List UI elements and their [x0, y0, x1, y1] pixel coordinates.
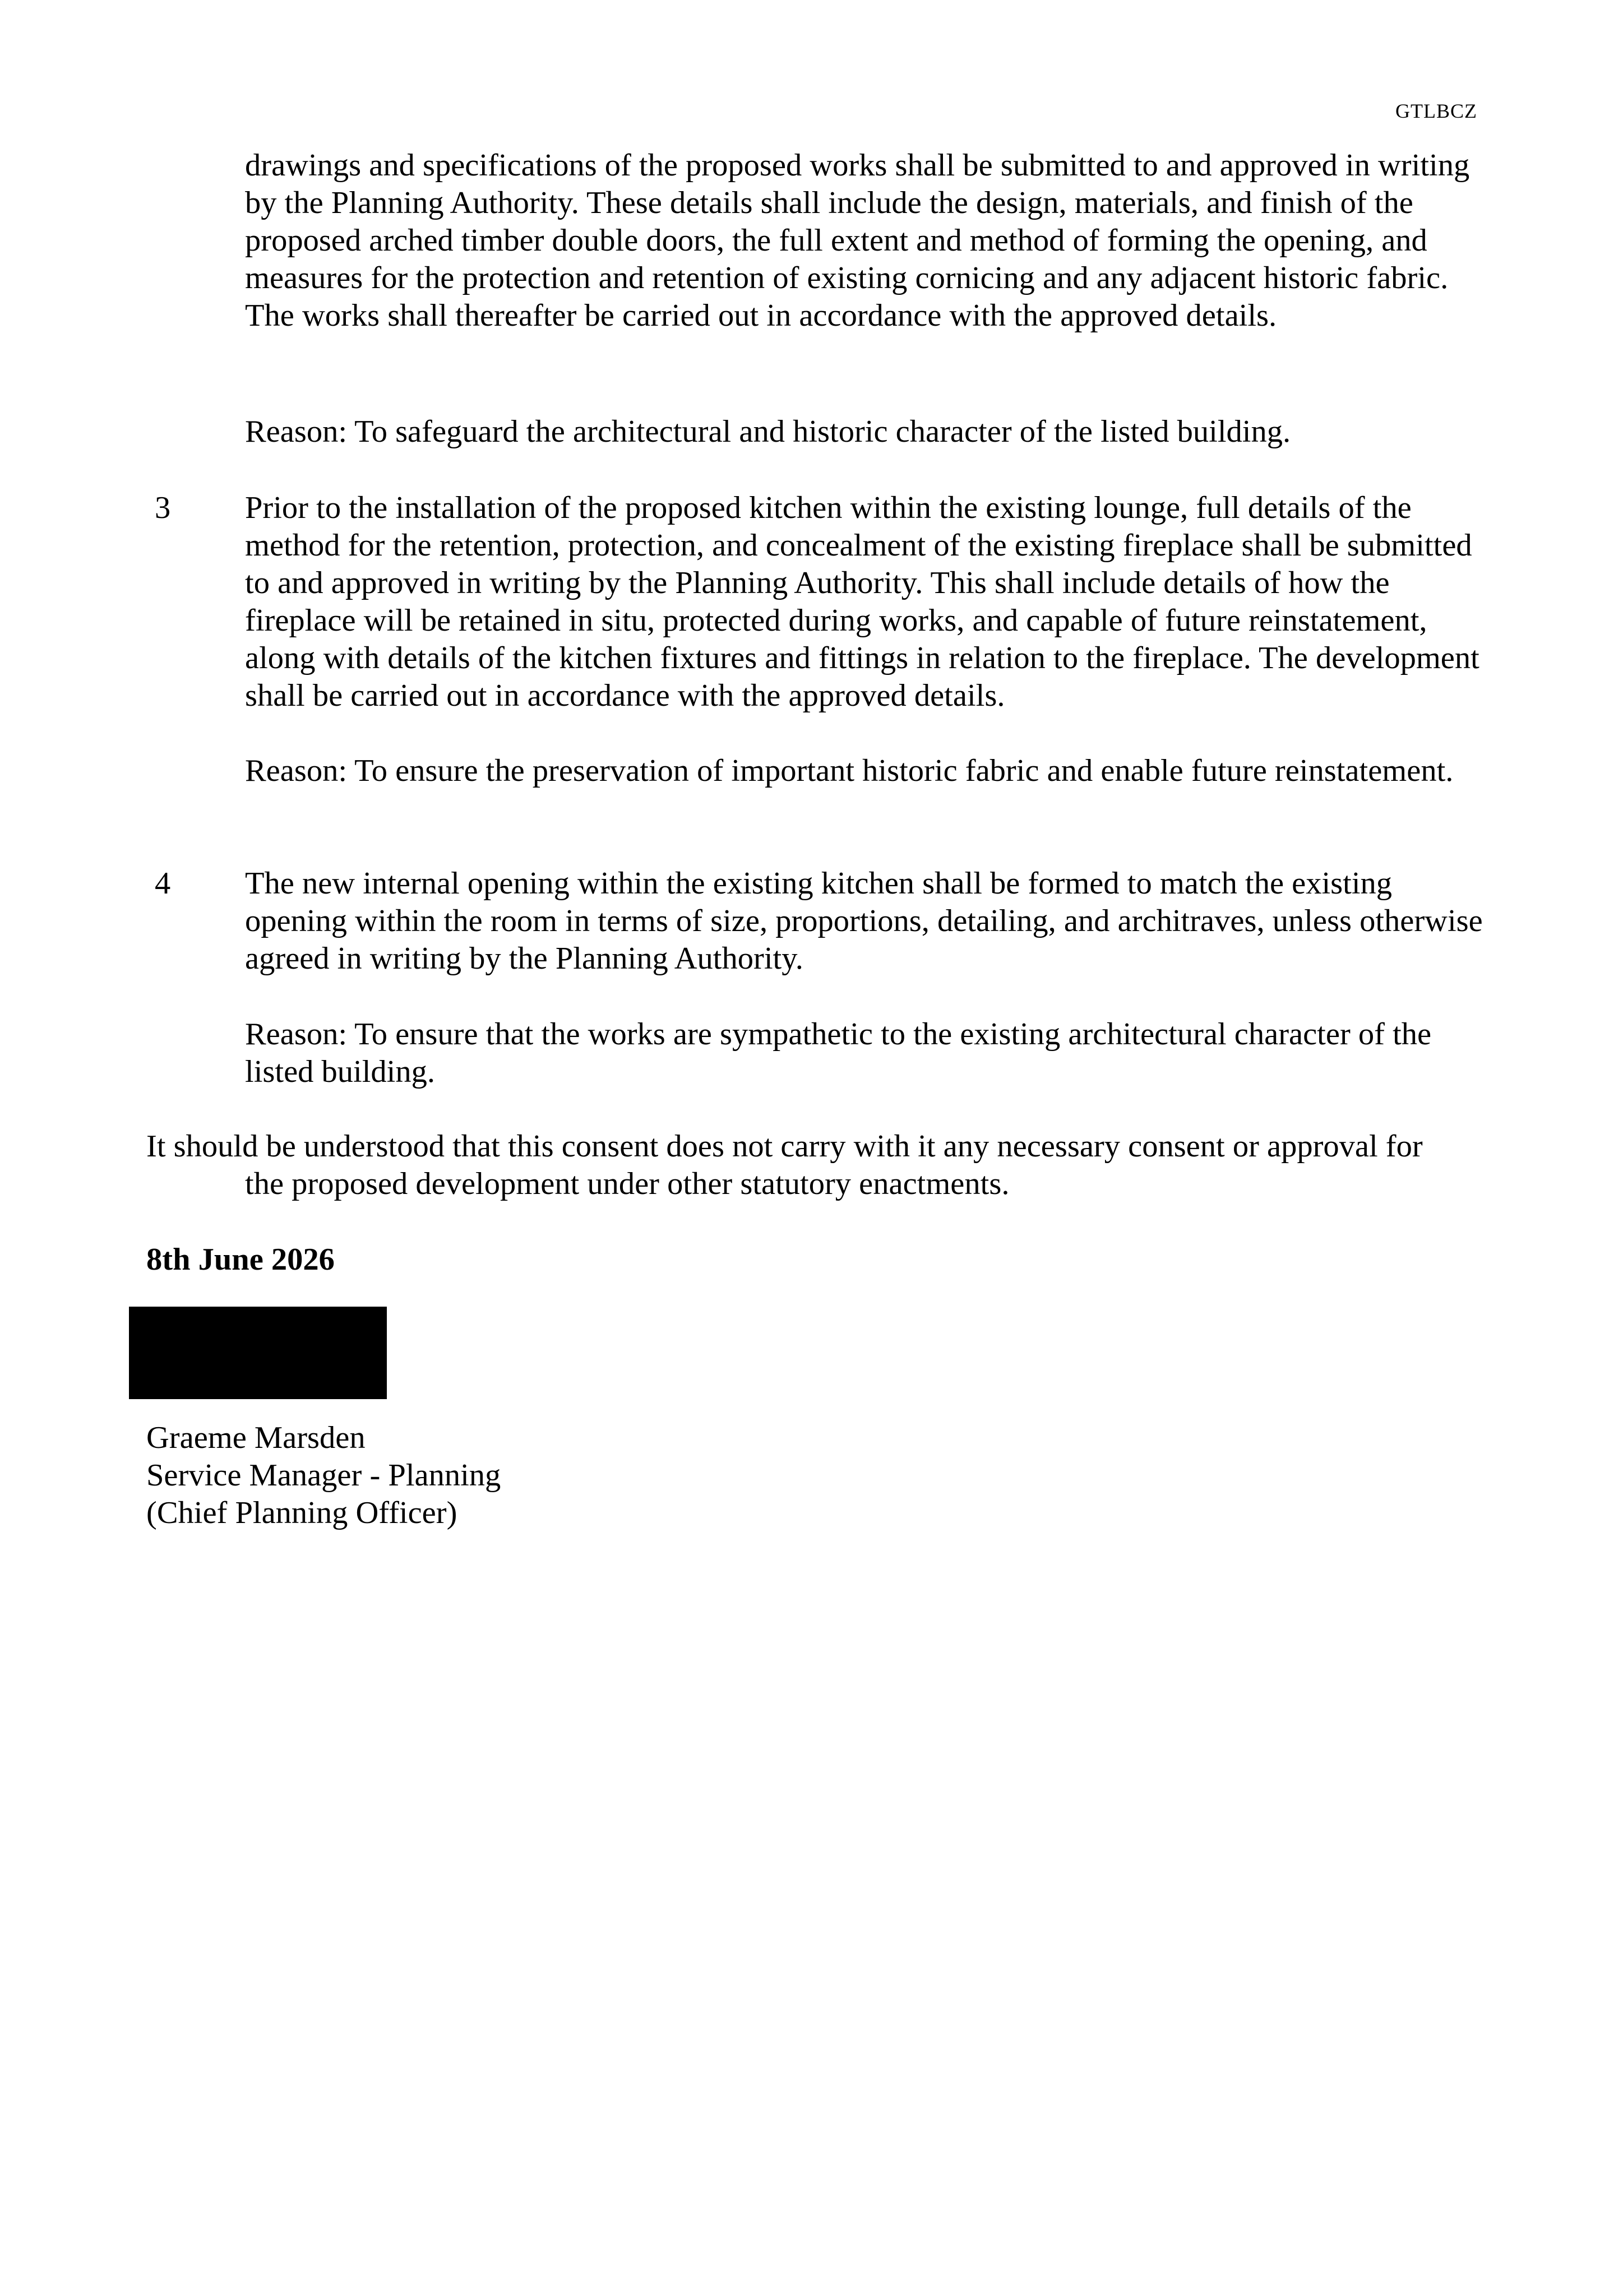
condition-4-text: The new internal opening within the existing kitchen shall be formed to match the existing opening within the room in terms of size, proportions, detailing, and architraves, unless otherwise agreed in writing by the Planning Authority. — [245, 866, 1483, 976]
signatory-title: Service Manager - Planning — [146, 1458, 501, 1493]
disclaimer-line-1: It should be understood that this consent does not carry with it any necessary consent or approval for — [146, 1129, 1423, 1164]
condition-4-reason: Reason: To ensure that the works are sympathetic to the existing architectural character of the listed building. — [245, 1017, 1432, 1089]
condition-2-continuation — [245, 147, 1487, 335]
condition-2-reason: Reason: To safeguard the architectural and historic character of the listed building. — [245, 414, 1291, 449]
disclaimer-line-2: the proposed development under other statutory enactments. — [245, 1166, 1010, 1201]
decision-date: 8th June 2026 — [146, 1242, 335, 1277]
condition-3-number: 3 — [155, 490, 171, 525]
condition-4-number: 4 — [155, 866, 171, 901]
redacted-signature — [129, 1307, 387, 1399]
document-reference: GTLBCZ — [1395, 100, 1477, 122]
condition-2-text: drawings and specifications of the proposed works shall be submitted to and approved in writing by the Planning Authority. These details shall include the design, materials, and finish of the proposed arched timber double doors, the full extent and method of forming the opening, and measures for the protection and retention of existing cornicing and any adjacent historic fabric. The works shall thereafter be carried out in accordance with the approved details. — [245, 148, 1470, 333]
signatory-block — [146, 1419, 819, 1532]
signatory-name: Graeme Marsden — [146, 1420, 366, 1455]
signatory-role: (Chief Planning Officer) — [146, 1496, 457, 1530]
condition-3-text: Prior to the installation of the proposed kitchen within the existing lounge, full details of the method for the retention, protection, and concealment of the existing fireplace shall be submitted to and approved in writing by the Planning Authority. This shall include details of how the fireplace will be retained in situ, protected during works, and capable of future reinstatement, along with details of the kitchen fixtures and fittings in relation to the fireplace. The development shall be carried out in accordance with the approved details. — [245, 490, 1479, 713]
condition-3-reason: Reason: To ensure the preservation of important historic fabric and enable future reinstatement. — [245, 753, 1454, 788]
consent-disclaimer — [146, 1128, 1492, 1203]
